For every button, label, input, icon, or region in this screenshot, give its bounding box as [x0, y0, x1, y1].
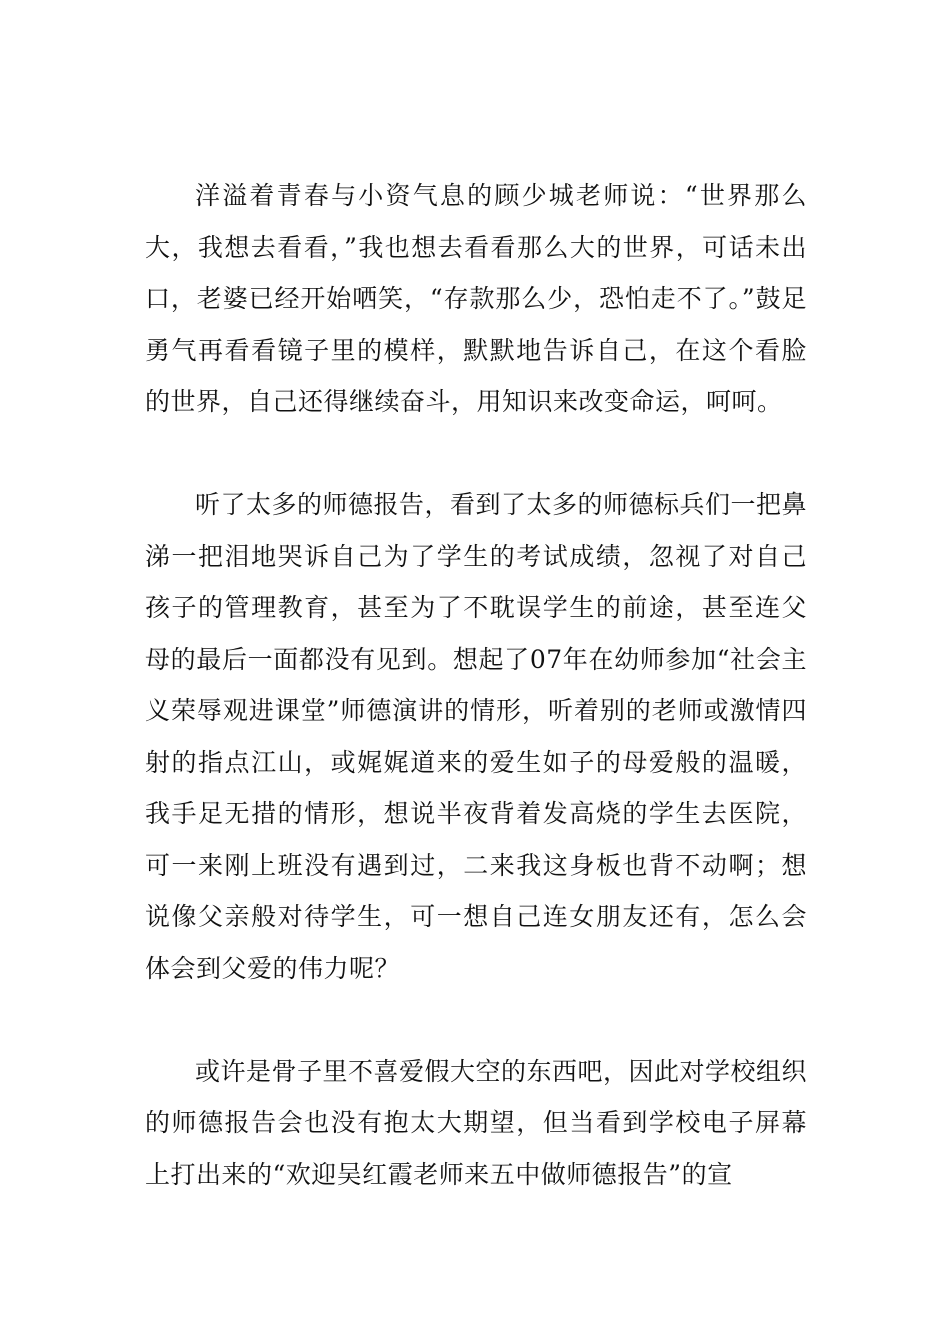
document-body [145, 170, 807, 1200]
paragraph-2: 听了太多的师德报告，看到了太多的师德标兵们一把鼻涕一把泪地哭诉自己为了学生的考试成绩，忽视了对自己孩子的管理教育，甚至为了不耽误学生的前途，甚至连父母的最后一面都没有见到。想起了07年在幼师参加“社会主义荣辱观进课堂”师德演讲的情形，听着别的老师或激情四射的指点江山，或娓娓道来的爱生如子的母爱般的温暖，我手足无措的情形，想说半夜背着发高烧的学生去医院，可一来刚上班没有遇到过，二来我这身板也背不动啊；想说像父亲般对待学生，可一想自己连女朋友还有，怎么会体会到父爱的伟力呢？ [145, 490, 808, 983]
paragraph-1: 洋溢着青春与小资气息的顾少城老师说：“世界那么大，我想去看看，”我也想去看看那么大的世界，可话未出口，老婆已经开始哂笑，“存款那么少，恐怕走不了。”鼓足勇气再看看镜子里的模样，默默地告诉自己，在这个看脸的世界，自己还得继续奋斗，用知识来改变命运，呵呵。 [145, 181, 807, 416]
paragraph-3: 或许是骨子里不喜爱假大空的东西吧，因此对学校组织的师德报告会也没有抱太大期望，但当看到学校电子屏幕上打出来的“欢迎吴红霞老师来五中做师德报告”的宣 [145, 1056, 808, 1189]
